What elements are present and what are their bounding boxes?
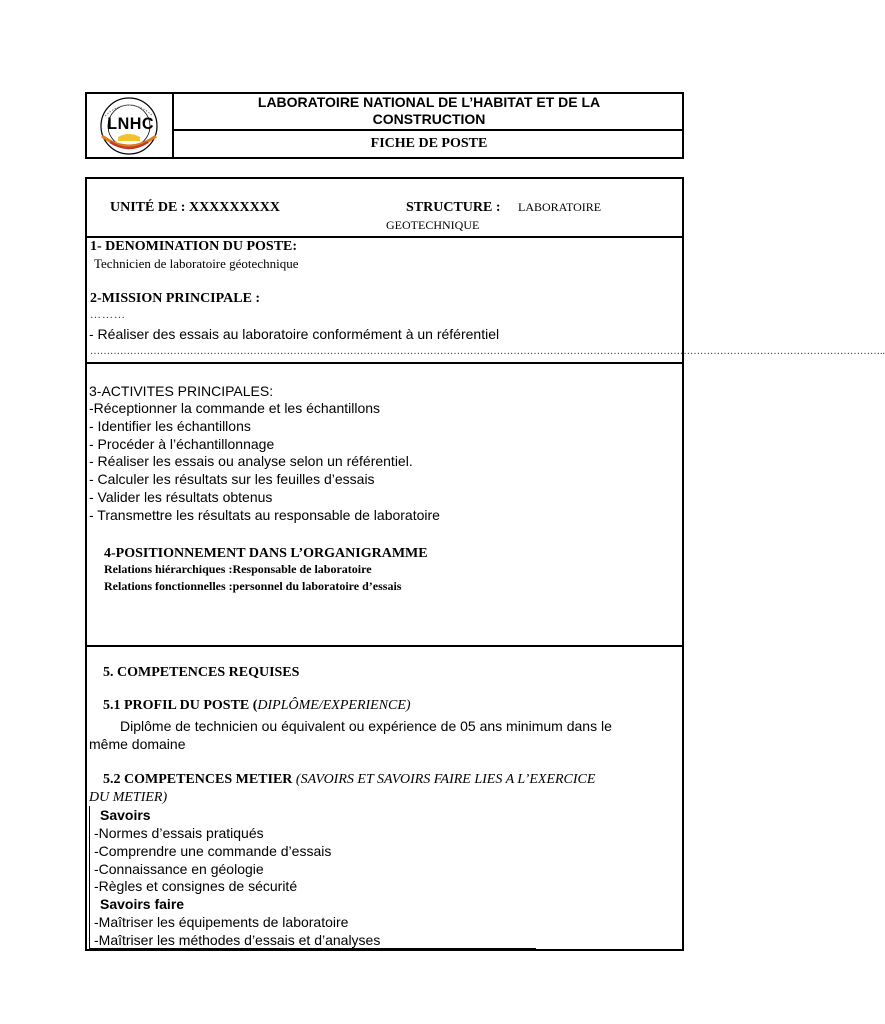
savoirs-list xyxy=(94,825,331,896)
logo-text: LNHC xyxy=(107,114,154,133)
list-item: - Transmettre les résultats au responsable de laboratoire xyxy=(89,506,440,523)
section5-2-title xyxy=(103,772,595,788)
section5-1-title xyxy=(103,698,411,714)
savoirs-label: Savoirs xyxy=(100,807,151,823)
document-subtitle: FICHE DE POSTE xyxy=(370,136,488,151)
unite-label: UNITÉ DE : XXXXXXXXX xyxy=(110,200,280,215)
section5-title: 5. COMPETENCES REQUISES xyxy=(103,665,300,680)
list-item: -Comprendre une commande d’essais xyxy=(94,842,332,859)
competences-left-rule xyxy=(89,806,90,950)
section3-activity-list xyxy=(89,400,440,525)
savoirs-faire-label: Savoirs faire xyxy=(100,896,185,912)
list-item: - Valider les résultats obtenus xyxy=(89,488,273,505)
section5-1-title-main: 5.1 PROFIL DU POSTE ( xyxy=(103,698,258,713)
section5-2-title-main: 5.2 COMPETENCES METIER xyxy=(103,772,293,787)
list-item: - Identifier les échantillons xyxy=(89,417,251,434)
section4-line1: Relations hiérarchiques :Responsable de laboratoire xyxy=(104,562,372,576)
structure-value-line1: LABORATOIRE xyxy=(518,200,602,214)
list-item: -Règles et consignes de sécurité xyxy=(94,878,298,895)
org-title-line2: CONSTRUCTION xyxy=(372,111,486,127)
savoirs-faire-list xyxy=(94,914,380,950)
structure-value-line2: GEOTECHNIQUE xyxy=(386,218,480,232)
list-item: - Calculer les résultats sur les feuilles d’essais xyxy=(89,471,375,488)
section3-title: 3-ACTIVITES PRINCIPALES: xyxy=(89,383,274,399)
section1-value: Technicien de laboratoire géotechnique xyxy=(94,256,299,271)
section2-dots-top: ……… xyxy=(90,309,126,321)
section4-title: 4-POSITIONNEMENT DANS L’ORGANIGRAMME xyxy=(104,546,428,561)
org-title-line1: LABORATOIRE NATIONAL DE L’HABITAT ET DE LA xyxy=(257,94,601,110)
list-item: - Procéder à l’échantillonnage xyxy=(89,435,275,452)
section5-1-title-italic: DIPLÔME/EXPERIENCE) xyxy=(257,698,411,713)
list-item: -Maîtriser les méthodes d’essais et d’analyses xyxy=(94,931,381,948)
section5-2-title-italic: (SAVOIRS ET SAVOIRS FAIRE LIES A L’EXERCICE xyxy=(295,772,596,787)
list-item: -Maîtriser les équipements de laboratoire xyxy=(94,914,349,930)
separator-2 xyxy=(85,362,684,364)
section1-title: 1- DENOMINATION DU POSTE: xyxy=(90,239,298,254)
list-item: -Normes d’essais pratiqués xyxy=(94,825,264,841)
list-item: - Réaliser les essais ou analyse selon un référentiel. xyxy=(89,453,413,470)
section5-2-title-italic-line2: DU METIER) xyxy=(89,790,168,805)
section4-line2: Relations fonctionnelles :personnel du laboratoire d’essais xyxy=(104,579,402,593)
structure-label: STRUCTURE : xyxy=(406,200,501,215)
list-item: -Réceptionner la commande et les échantillons xyxy=(89,400,381,416)
section2-title: 2-MISSION PRINCIPALE : xyxy=(90,291,261,306)
header-divider-horizontal xyxy=(172,129,684,131)
section5-1-text-line2: même domaine xyxy=(89,736,186,752)
section5-1-text-line1: Diplôme de technicien ou équivalent ou expérience de 05 ans minimum dans le xyxy=(120,718,612,734)
section2-dots-bottom: ………………………………………………………………………………………………………………………………………………………………………………………………………………….. xyxy=(90,346,885,357)
separator-1 xyxy=(85,236,684,238)
section2-value: - Réaliser des essais au laboratoire conformément à un référentiel xyxy=(89,326,500,342)
separator-3 xyxy=(85,645,684,647)
list-item: -Connaissance en géologie xyxy=(94,860,264,877)
